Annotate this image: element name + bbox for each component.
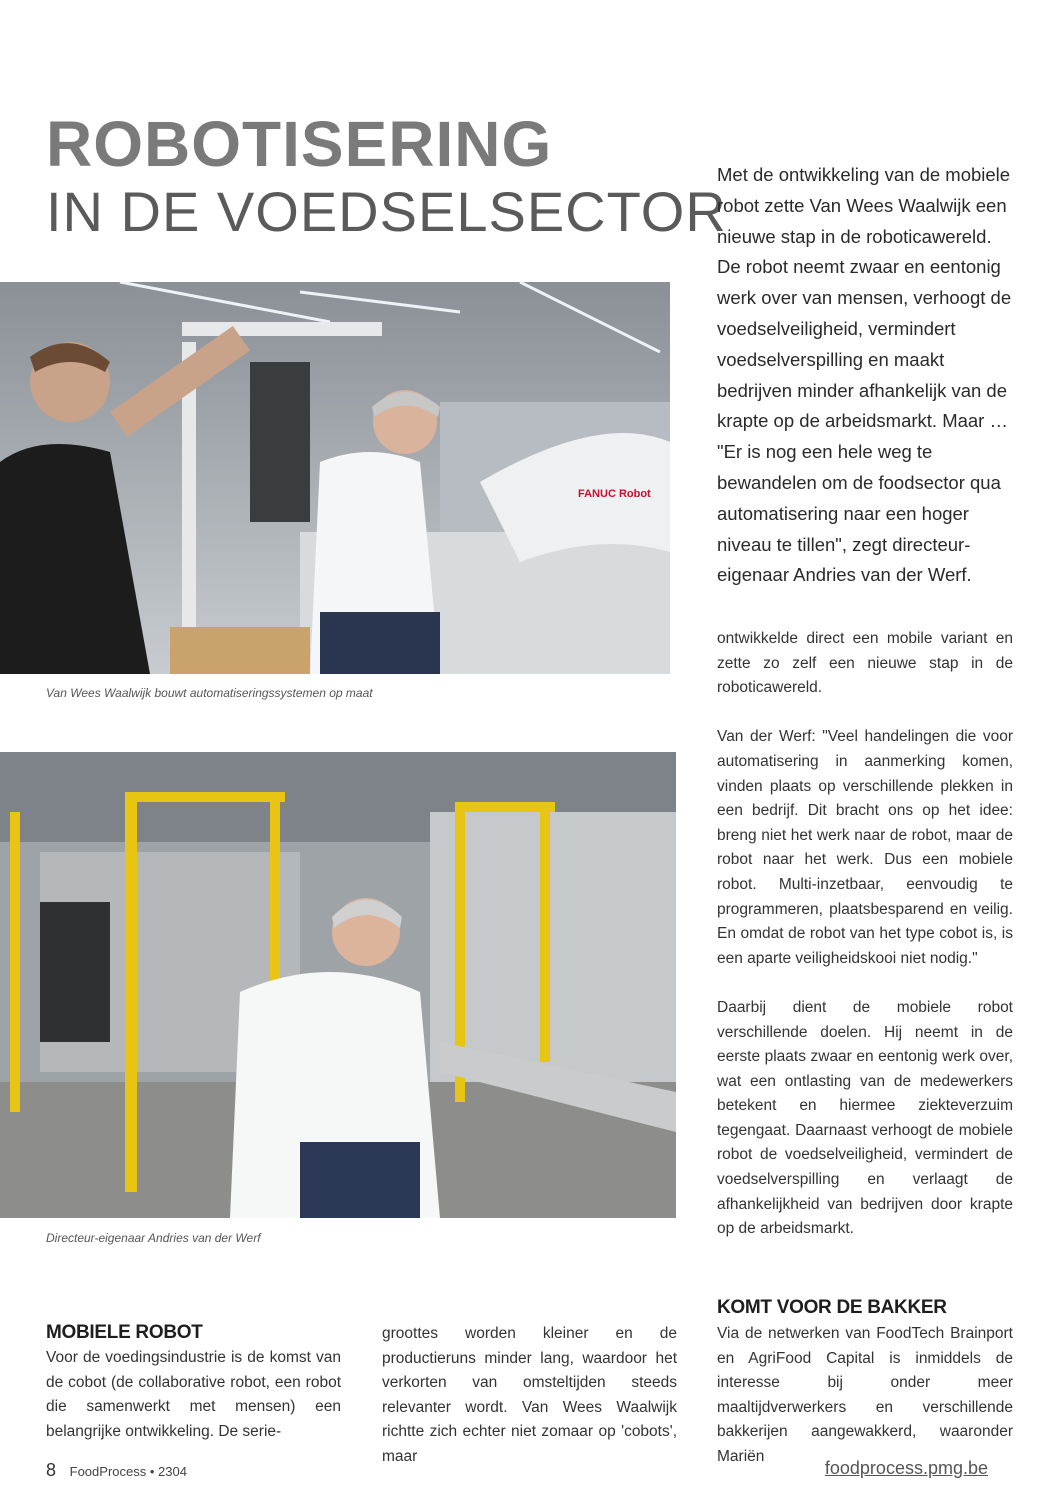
- title-line-2: IN DE VOEDSELSECTOR: [46, 180, 727, 243]
- body-column-2: [382, 1322, 677, 1470]
- body-column-4: [717, 1322, 1013, 1470]
- footer-left: [46, 1460, 187, 1481]
- body-column-1: [46, 1346, 341, 1444]
- intro-paragraph: Met de ontwikkeling van de mobiele robot zette Van Wees Waalwijk een nieuwe stap in de roboticawereld. De robot neemt zwaar en eentonig werk over van mensen, verhoogt de voedselveiligheid, vermindert voedselverspilling en maakt bedrijven minder afhankelijk van de krapte op de arbeidsmarkt. Maar … "Er is nog een hele weg te bewandelen om de foodsector qua automatisering naar een hoger niveau te tillen", zegt directeur-eigenaar Andries van der Werf.: [717, 164, 1012, 586]
- page-number: 8: [46, 1460, 57, 1480]
- section-heading-komt-voor-de-bakker: KOMT VOOR DE BAKKER: [717, 1297, 947, 1318]
- photo-caption-2: Directeur-eigenaar Andries van der Werf: [46, 1231, 261, 1245]
- body-text-col1: Voor de voedingsindustrie is de komst van de cobot (de collaborative robot, een robot die samenwerkt met mensen) een belangrijke ontwikkeling. De serie-: [46, 1349, 341, 1440]
- fanuc-label: FANUC Robot: [578, 488, 651, 500]
- photo-caption-1: Van Wees Waalwijk bouwt automatiseringssystemen op maat: [46, 686, 373, 700]
- photo-workshop-illustration: [0, 282, 670, 674]
- section-heading-mobiele-robot: MOBIELE ROBOT: [46, 1322, 203, 1343]
- bakker-text: Via de netwerken van FoodTech Brainport en AgriFood Capital is inmiddels de interesse bij onder meer maaltijdverwerkers en verschillende bakkerijen aangewakkerd, waaronder Mariën: [717, 1325, 1013, 1465]
- body-text-col2: groottes worden kleiner en de productieruns minder lang, waardoor het verkorten van omsteltijden steeds relevanter wordt. Van Wees Waalwijk richtte zich echter niet zomaar op 'cobots', maar: [382, 1325, 677, 1465]
- body-column-3: [717, 627, 1013, 1242]
- magazine-issue: FoodProcess • 2304: [69, 1464, 187, 1479]
- right-col-paragraph-1: ontwikkelde direct een mobile variant en zette zo zelf een nieuwe stap in de roboticawereld.: [717, 630, 1013, 697]
- right-col-paragraph-3: Daarbij dient de mobiele robot verschillende doelen. Hij neemt in de eerste plaats zwaar en eentonig werk over, wat een ontlasting van de medewerkers betekent en hiermee ziekteverzuim tegengaat. Daarnaast verhoogt de mobiele robot de voedselveiligheid, vermindert de voedselverspilling en verlaagt de afhankelijkheid van bedrijven door krapte op de arbeidsmarkt.: [717, 998, 1013, 1238]
- photo-director-illustration: [0, 752, 676, 1218]
- right-col-paragraph-2: Van der Werf: "Veel handelingen die voor automatisering in aanmerking komen, vinden plaats op verschillende plekken in een bedrijf. Dit bracht ons op het idee: breng niet het werk naar de robot, maar de robot naar het werk. Dus een mobiele robot. Multi-inzetbaar, eenvoudig te programmeren, plaatsbesparend en veilig. En omdat de robot van het type cobot is, is een aparte veiligheidskooi niet nodig.": [717, 728, 1013, 967]
- photo-director-portrait: [0, 752, 676, 1218]
- photo-workshop-assembly: [0, 282, 670, 674]
- website-link[interactable]: foodprocess.pmg.be: [824, 1458, 988, 1478]
- title-line-1: ROBOTISERING: [46, 108, 553, 180]
